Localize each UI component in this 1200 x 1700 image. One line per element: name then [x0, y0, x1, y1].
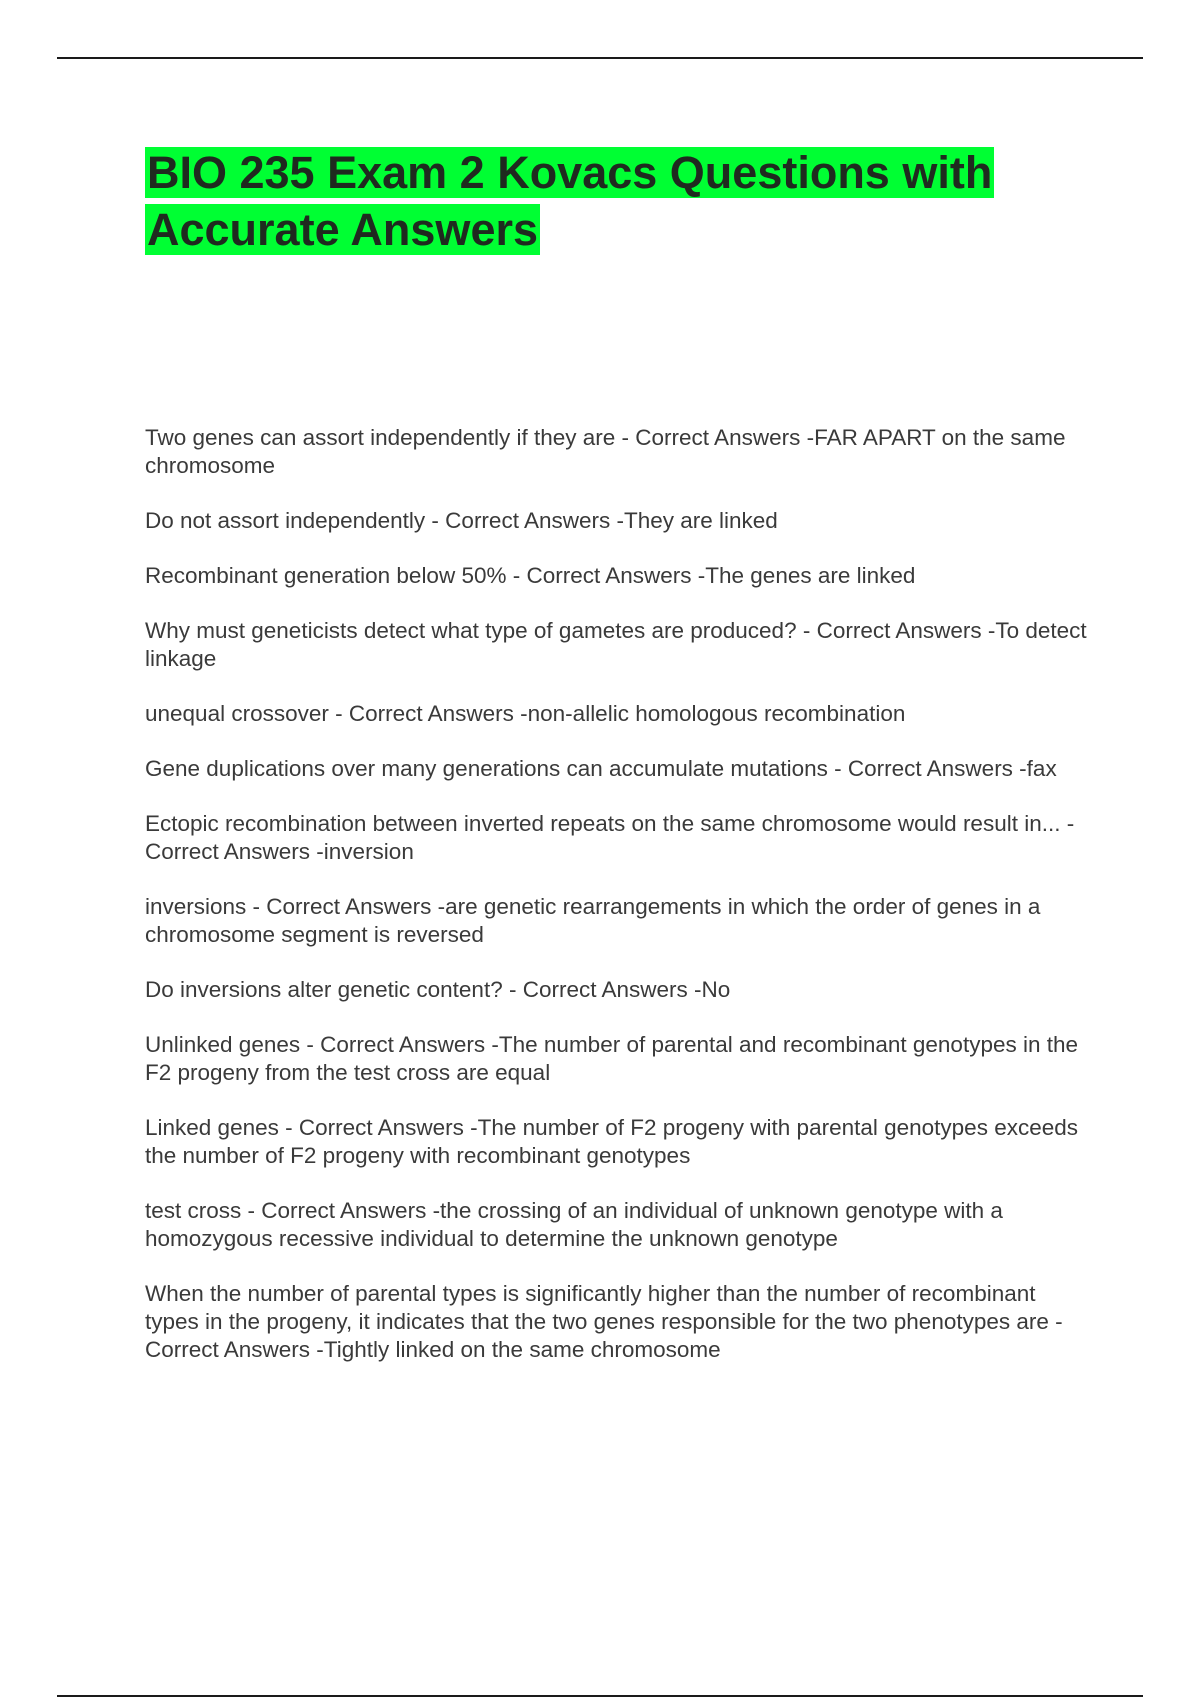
qa-item: When the number of parental types is significantly higher than the number of recombinant types in the progeny, it indicates that the two genes responsible for the two phenotypes are - Correct Answers -Tightly linked on the same chromosome — [145, 1281, 1063, 1362]
bottom-rule — [57, 1695, 1143, 1697]
qa-item: Why must geneticists detect what type of gametes are produced? - Correct Answers -To detect linkage — [145, 618, 1087, 671]
qa-list — [145, 424, 1095, 1391]
top-rule — [57, 57, 1143, 59]
qa-item: Do inversions alter genetic content? - Correct Answers -No — [145, 977, 731, 1002]
qa-item: Do not assort independently - Correct Answers -They are linked — [145, 508, 778, 533]
document-title — [145, 144, 1105, 258]
qa-item: inversions - Correct Answers -are genetic rearrangements in which the order of genes in a chromosome segment is reversed — [145, 894, 1041, 947]
qa-item: Linked genes - Correct Answers -The number of F2 progeny with parental genotypes exceeds the number of F2 progeny with recombinant genotypes — [145, 1115, 1079, 1168]
qa-item: unequal crossover - Correct Answers -non-allelic homologous recombination — [145, 701, 906, 726]
qa-item: test cross - Correct Answers -the crossing of an individual of unknown genotype with a homozygous recessive individual to determine the unknown genotype — [145, 1198, 1003, 1251]
title-text: BIO 235 Exam 2 Kovacs Questions with Accurate Answers — [147, 147, 993, 255]
qa-item: Two genes can assort independently if they are - Correct Answers -FAR APART on the same chromosome — [145, 425, 1066, 478]
qa-item: Ectopic recombination between inverted repeats on the same chromosome would result in... - Correct Answers -inversion — [145, 811, 1075, 864]
qa-item: Recombinant generation below 50% - Correct Answers -The genes are linked — [145, 563, 916, 588]
qa-item: Gene duplications over many generations can accumulate mutations - Correct Answers -fax — [145, 756, 1057, 781]
qa-item: Unlinked genes - Correct Answers -The number of parental and recombinant genotypes in the F2 progeny from the test cross are equal — [145, 1032, 1079, 1085]
